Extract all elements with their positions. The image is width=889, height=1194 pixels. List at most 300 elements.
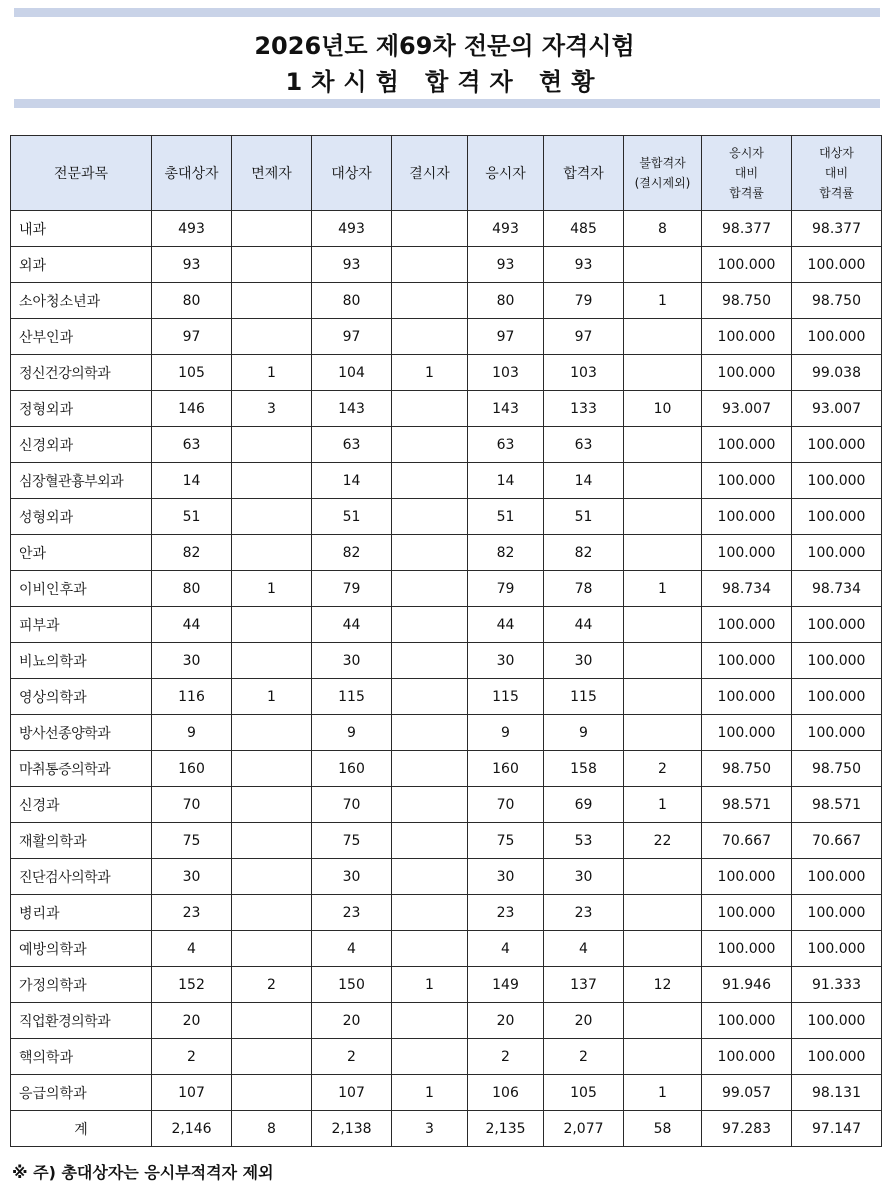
failed-cell	[624, 535, 702, 571]
passed-cell: 30	[544, 859, 624, 895]
examinees-cell: 23	[468, 895, 544, 931]
target-cell: 104	[312, 355, 392, 391]
total-failed: 58	[624, 1111, 702, 1147]
total-target-cell: 70	[152, 787, 232, 823]
table-row	[11, 1075, 882, 1111]
rate-exam-cell: 100.000	[702, 643, 792, 679]
subject-cell	[11, 967, 152, 1003]
footnote: ※ 주) 총대상자는 응시부적격자 제외	[12, 1163, 274, 1182]
absent-cell: 1	[392, 1075, 468, 1111]
target-cell: 30	[312, 859, 392, 895]
passed-cell: 2	[544, 1039, 624, 1075]
total-target-cell: 20	[152, 1003, 232, 1039]
target-cell: 493	[312, 211, 392, 247]
target-cell: 115	[312, 679, 392, 715]
subject-cell	[11, 931, 152, 967]
rate-target-cell: 98.377	[792, 211, 882, 247]
target-cell: 63	[312, 427, 392, 463]
passed-cell: 53	[544, 823, 624, 859]
rate-exam-cell: 100.000	[702, 1003, 792, 1039]
rate-target-cell: 100.000	[792, 247, 882, 283]
subject-name: 핵의학과	[19, 1049, 74, 1066]
total-target-cell: 30	[152, 859, 232, 895]
rate-target-cell: 100.000	[792, 715, 882, 751]
failed-cell: 22	[624, 823, 702, 859]
exempt-cell: 1	[232, 571, 312, 607]
rate-exam-cell: 100.000	[702, 463, 792, 499]
failed-cell	[624, 1003, 702, 1039]
absent-cell	[392, 427, 468, 463]
exempt-cell	[232, 859, 312, 895]
examinees-cell: 9	[468, 715, 544, 751]
subject-cell	[11, 247, 152, 283]
failed-cell	[624, 427, 702, 463]
rate-exam-cell: 98.750	[702, 283, 792, 319]
exempt-cell	[232, 1039, 312, 1075]
rate-exam-cell: 100.000	[702, 1039, 792, 1075]
passed-cell: 69	[544, 787, 624, 823]
examinees-cell: 30	[468, 643, 544, 679]
rate-target-cell: 98.131	[792, 1075, 882, 1111]
target-cell: 160	[312, 751, 392, 787]
table-row	[11, 247, 882, 283]
total-target-cell: 44	[152, 607, 232, 643]
total-absent: 3	[392, 1111, 468, 1147]
total-target-cell: 146	[152, 391, 232, 427]
header-passed: 합격자	[544, 136, 624, 211]
examinees-cell: 63	[468, 427, 544, 463]
header-rate-target	[792, 136, 882, 211]
rate-target-cell: 100.000	[792, 895, 882, 931]
absent-cell	[392, 931, 468, 967]
subject-name: 병리과	[19, 905, 60, 922]
header-total-target: 총대상자	[152, 136, 232, 211]
subject-cell	[11, 355, 152, 391]
examinees-cell: 51	[468, 499, 544, 535]
subject-name: 응급의학과	[19, 1085, 87, 1102]
target-cell: 79	[312, 571, 392, 607]
examinees-cell: 2	[468, 1039, 544, 1075]
subject-cell	[11, 1039, 152, 1075]
rate-target-cell: 100.000	[792, 1039, 882, 1075]
rate-exam-cell: 98.377	[702, 211, 792, 247]
passed-cell: 51	[544, 499, 624, 535]
passed-cell: 78	[544, 571, 624, 607]
subject-cell	[11, 427, 152, 463]
failed-cell	[624, 859, 702, 895]
table-row	[11, 751, 882, 787]
total-target-cell: 97	[152, 319, 232, 355]
failed-cell: 1	[624, 571, 702, 607]
header-exempt: 면제자	[232, 136, 312, 211]
target-cell: 20	[312, 1003, 392, 1039]
subject-name: 이비인후과	[19, 581, 87, 598]
absent-cell	[392, 1003, 468, 1039]
table-row	[11, 1003, 882, 1039]
absent-cell	[392, 895, 468, 931]
target-cell: 9	[312, 715, 392, 751]
header-rate-exam-line3: 합격률	[729, 186, 764, 200]
subject-name: 심장혈관흉부외과	[19, 473, 124, 490]
passed-cell: 485	[544, 211, 624, 247]
absent-cell	[392, 463, 468, 499]
total-target-cell: 2	[152, 1039, 232, 1075]
header-rate-target-line3: 합격률	[819, 186, 854, 200]
header-rate-target-line1: 대상자	[819, 146, 854, 160]
rate-exam-cell: 100.000	[702, 247, 792, 283]
examinees-cell: 79	[468, 571, 544, 607]
exempt-cell	[232, 787, 312, 823]
rate-exam-cell: 70.667	[702, 823, 792, 859]
rate-exam-cell: 93.007	[702, 391, 792, 427]
table-row	[11, 643, 882, 679]
exempt-cell	[232, 643, 312, 679]
examinees-cell: 4	[468, 931, 544, 967]
table-row	[11, 787, 882, 823]
table-row	[11, 571, 882, 607]
subject-cell	[11, 283, 152, 319]
subject-name: 안과	[19, 545, 47, 562]
absent-cell: 1	[392, 967, 468, 1003]
subject-name: 영상의학과	[19, 689, 87, 706]
subject-cell	[11, 211, 152, 247]
rate-target-cell: 91.333	[792, 967, 882, 1003]
total-rate-target: 97.147	[792, 1111, 882, 1147]
rate-target-cell: 100.000	[792, 643, 882, 679]
absent-cell	[392, 499, 468, 535]
subject-cell	[11, 319, 152, 355]
rate-exam-cell: 98.750	[702, 751, 792, 787]
rate-target-cell: 100.000	[792, 859, 882, 895]
failed-cell: 1	[624, 787, 702, 823]
absent-cell	[392, 391, 468, 427]
total-target-cell: 107	[152, 1075, 232, 1111]
rate-exam-cell: 100.000	[702, 679, 792, 715]
subject-cell	[11, 463, 152, 499]
examinees-cell: 97	[468, 319, 544, 355]
rate-exam-cell: 100.000	[702, 607, 792, 643]
subject-name: 예방의학과	[19, 941, 87, 958]
rate-exam-cell: 100.000	[702, 715, 792, 751]
failed-cell: 1	[624, 283, 702, 319]
examinees-cell: 14	[468, 463, 544, 499]
passed-cell: 14	[544, 463, 624, 499]
total-target-cell: 105	[152, 355, 232, 391]
examinees-cell: 115	[468, 679, 544, 715]
header-target: 대상자	[312, 136, 392, 211]
exempt-cell	[232, 283, 312, 319]
bottom-divider-bar	[14, 99, 880, 108]
passed-cell: 44	[544, 607, 624, 643]
table-row	[11, 967, 882, 1003]
examinees-cell: 103	[468, 355, 544, 391]
subject-cell	[11, 499, 152, 535]
failed-cell	[624, 319, 702, 355]
absent-cell	[392, 715, 468, 751]
subject-name: 신경과	[19, 797, 60, 814]
subject-name: 비뇨의학과	[19, 653, 87, 670]
rate-exam-cell: 100.000	[702, 499, 792, 535]
subject-cell	[11, 787, 152, 823]
exempt-cell	[232, 823, 312, 859]
rate-target-cell: 100.000	[792, 679, 882, 715]
total-row	[11, 1111, 882, 1147]
rate-exam-cell: 98.734	[702, 571, 792, 607]
passed-cell: 30	[544, 643, 624, 679]
examinees-cell: 44	[468, 607, 544, 643]
examinees-cell: 149	[468, 967, 544, 1003]
exempt-cell	[232, 319, 312, 355]
exempt-cell: 3	[232, 391, 312, 427]
examinees-cell: 160	[468, 751, 544, 787]
rate-exam-cell: 98.571	[702, 787, 792, 823]
subject-name: 진단검사의학과	[19, 869, 111, 886]
total-target: 2,138	[312, 1111, 392, 1147]
passed-cell: 105	[544, 1075, 624, 1111]
table-row	[11, 715, 882, 751]
passed-cell: 158	[544, 751, 624, 787]
table-row	[11, 391, 882, 427]
examinees-cell: 106	[468, 1075, 544, 1111]
target-cell: 70	[312, 787, 392, 823]
total-exempt: 8	[232, 1111, 312, 1147]
total-target-cell: 93	[152, 247, 232, 283]
exempt-cell	[232, 211, 312, 247]
table-row	[11, 463, 882, 499]
subject-name: 소아청소년과	[19, 293, 101, 310]
absent-cell	[392, 535, 468, 571]
target-cell: 51	[312, 499, 392, 535]
rate-target-cell: 100.000	[792, 499, 882, 535]
total-rate-exam: 97.283	[702, 1111, 792, 1147]
table-row	[11, 607, 882, 643]
passed-cell: 137	[544, 967, 624, 1003]
page-subtitle: 1차시험 합격자 현황	[285, 68, 604, 96]
subject-name: 재활의학과	[19, 833, 87, 850]
subject-cell	[11, 1003, 152, 1039]
exempt-cell: 2	[232, 967, 312, 1003]
subject-cell	[11, 859, 152, 895]
rate-target-cell: 98.750	[792, 751, 882, 787]
total-target-cell: 63	[152, 427, 232, 463]
subject-name: 정신건강의학과	[19, 365, 111, 382]
subject-name: 정형외과	[19, 401, 74, 418]
target-cell: 143	[312, 391, 392, 427]
rate-exam-cell: 100.000	[702, 427, 792, 463]
subject-name: 방사선종양학과	[19, 725, 111, 742]
subject-name: 성형외과	[19, 509, 74, 526]
subject-name: 신경외과	[19, 437, 74, 454]
header-rate-exam	[702, 136, 792, 211]
subject-cell	[11, 607, 152, 643]
table-body	[11, 211, 882, 1111]
failed-cell: 2	[624, 751, 702, 787]
rate-target-cell: 100.000	[792, 607, 882, 643]
failed-cell	[624, 499, 702, 535]
subject-name: 외과	[19, 257, 47, 274]
target-cell: 150	[312, 967, 392, 1003]
header-failed-line1: 불합격자	[639, 156, 686, 170]
failed-cell	[624, 463, 702, 499]
exempt-cell	[232, 715, 312, 751]
passed-cell: 79	[544, 283, 624, 319]
failed-cell	[624, 643, 702, 679]
header-absent: 결시자	[392, 136, 468, 211]
rate-exam-cell: 99.057	[702, 1075, 792, 1111]
target-cell: 14	[312, 463, 392, 499]
header-rate-exam-line2: 대비	[734, 166, 759, 180]
total-target-cell: 9	[152, 715, 232, 751]
exempt-cell	[232, 499, 312, 535]
target-cell: 107	[312, 1075, 392, 1111]
exempt-cell	[232, 931, 312, 967]
table-row	[11, 283, 882, 319]
header-examinees: 응시자	[468, 136, 544, 211]
absent-cell	[392, 823, 468, 859]
subject-cell	[11, 1075, 152, 1111]
rate-exam-cell: 91.946	[702, 967, 792, 1003]
failed-cell	[624, 715, 702, 751]
target-cell: 44	[312, 607, 392, 643]
rate-target-cell: 100.000	[792, 427, 882, 463]
subject-name: 피부과	[19, 617, 60, 634]
header-failed-line2: (결시제외)	[634, 176, 691, 190]
total-label: 계	[11, 1111, 152, 1147]
exempt-cell	[232, 1003, 312, 1039]
examinees-cell: 93	[468, 247, 544, 283]
target-cell: 80	[312, 283, 392, 319]
passed-cell: 9	[544, 715, 624, 751]
rate-exam-cell: 100.000	[702, 895, 792, 931]
results-table	[10, 135, 882, 1147]
passed-cell: 103	[544, 355, 624, 391]
total-target-cell: 493	[152, 211, 232, 247]
subject-cell	[11, 643, 152, 679]
failed-cell: 8	[624, 211, 702, 247]
total-target-cell: 82	[152, 535, 232, 571]
header-rate-exam-line1: 응시자	[729, 146, 764, 160]
subject-name: 마취통증의학과	[19, 761, 111, 778]
failed-cell	[624, 607, 702, 643]
top-divider-bar	[14, 8, 880, 17]
absent-cell: 1	[392, 355, 468, 391]
total-passed: 2,077	[544, 1111, 624, 1147]
examinees-cell: 82	[468, 535, 544, 571]
exempt-cell	[232, 895, 312, 931]
rate-target-cell: 99.038	[792, 355, 882, 391]
exempt-cell	[232, 1075, 312, 1111]
failed-cell: 10	[624, 391, 702, 427]
rate-target-cell: 70.667	[792, 823, 882, 859]
examinees-cell: 70	[468, 787, 544, 823]
examinees-cell: 143	[468, 391, 544, 427]
table-row	[11, 895, 882, 931]
absent-cell	[392, 571, 468, 607]
total-target-cell: 4	[152, 931, 232, 967]
subject-cell	[11, 715, 152, 751]
examinees-cell: 75	[468, 823, 544, 859]
passed-cell: 97	[544, 319, 624, 355]
rate-target-cell: 98.734	[792, 571, 882, 607]
target-cell: 82	[312, 535, 392, 571]
total-target-cell: 30	[152, 643, 232, 679]
total-target-cell: 80	[152, 571, 232, 607]
subject-name: 직업환경의학과	[19, 1013, 111, 1030]
examinees-cell: 80	[468, 283, 544, 319]
header-row	[11, 136, 882, 211]
absent-cell	[392, 211, 468, 247]
table-row	[11, 355, 882, 391]
subject-name: 내과	[19, 221, 47, 238]
header-rate-target-line2: 대비	[824, 166, 849, 180]
table-row	[11, 1039, 882, 1075]
target-cell: 4	[312, 931, 392, 967]
exempt-cell	[232, 463, 312, 499]
failed-cell	[624, 247, 702, 283]
total-target-cell: 51	[152, 499, 232, 535]
target-cell: 97	[312, 319, 392, 355]
passed-cell: 4	[544, 931, 624, 967]
total-target-cell: 152	[152, 967, 232, 1003]
target-cell: 93	[312, 247, 392, 283]
passed-cell: 115	[544, 679, 624, 715]
absent-cell	[392, 643, 468, 679]
table-row	[11, 211, 882, 247]
subject-cell	[11, 895, 152, 931]
subject-name: 가정의학과	[19, 977, 87, 994]
total-target-cell: 80	[152, 283, 232, 319]
target-cell: 23	[312, 895, 392, 931]
passed-cell: 23	[544, 895, 624, 931]
rate-exam-cell: 100.000	[702, 355, 792, 391]
table-row	[11, 823, 882, 859]
subject-name: 산부인과	[19, 329, 74, 346]
exempt-cell	[232, 247, 312, 283]
table-row	[11, 427, 882, 463]
target-cell: 2	[312, 1039, 392, 1075]
absent-cell	[392, 247, 468, 283]
rate-exam-cell: 100.000	[702, 319, 792, 355]
failed-cell	[624, 1039, 702, 1075]
rate-exam-cell: 100.000	[702, 535, 792, 571]
table-row	[11, 319, 882, 355]
total-target-cell: 23	[152, 895, 232, 931]
target-cell: 75	[312, 823, 392, 859]
subject-cell	[11, 571, 152, 607]
table-row	[11, 499, 882, 535]
failed-cell: 12	[624, 967, 702, 1003]
table-row	[11, 859, 882, 895]
failed-cell: 1	[624, 1075, 702, 1111]
page-title: 2026년도 제69차 전문의 자격시험	[254, 32, 635, 60]
table-row	[11, 535, 882, 571]
failed-cell	[624, 895, 702, 931]
absent-cell	[392, 1039, 468, 1075]
subject-cell	[11, 823, 152, 859]
passed-cell: 63	[544, 427, 624, 463]
total-target-cell: 116	[152, 679, 232, 715]
rate-exam-cell: 100.000	[702, 931, 792, 967]
rate-exam-cell: 100.000	[702, 859, 792, 895]
absent-cell	[392, 751, 468, 787]
rate-target-cell: 100.000	[792, 319, 882, 355]
total-target-cell: 14	[152, 463, 232, 499]
total-total-target: 2,146	[152, 1111, 232, 1147]
total-target-cell: 160	[152, 751, 232, 787]
absent-cell	[392, 787, 468, 823]
exempt-cell: 1	[232, 355, 312, 391]
rate-target-cell: 100.000	[792, 1003, 882, 1039]
